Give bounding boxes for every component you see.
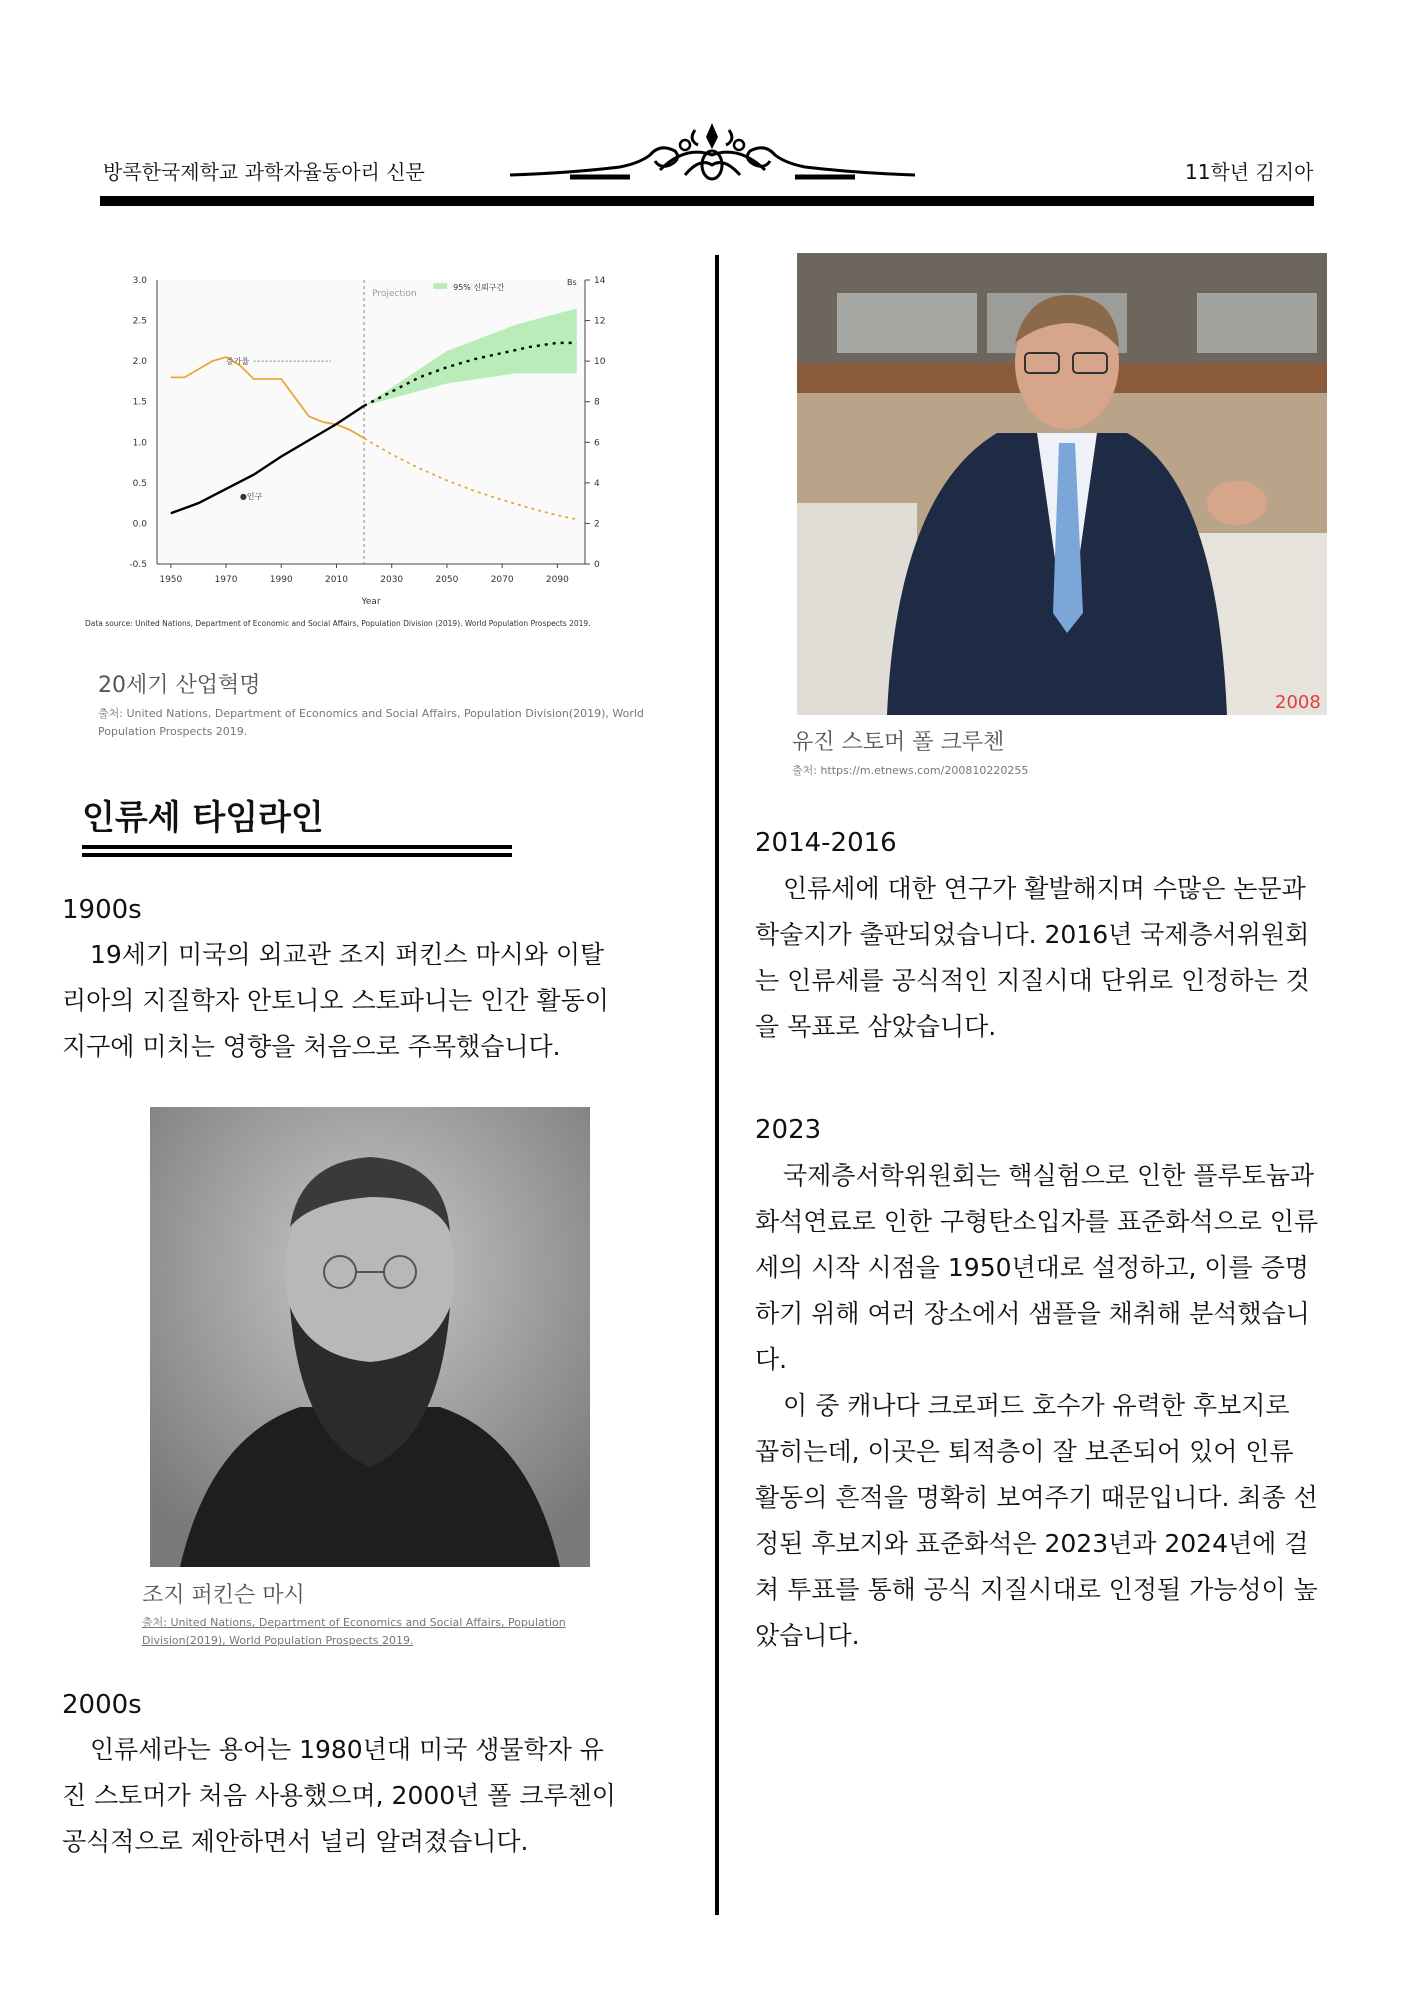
right-tick-label: 12	[594, 316, 606, 327]
author-label: 11학년 김지아	[1185, 160, 1314, 184]
text-line: 학술지가 출판되었습니다. 2016년 국제층서위원회	[755, 920, 1310, 949]
text-line: 진 스토머가 처음 사용했으며, 2000년 폴 크루첸이	[62, 1781, 616, 1810]
right-tick-label: 0	[594, 560, 600, 570]
text-line: 인류세에 대한 연구가 활발해지며 수많은 논문과	[783, 874, 1306, 903]
population-label: ●인구	[239, 492, 263, 502]
text-line: 19세기 미국의 외교관 조지 퍼킨스 마시와 이탈	[90, 940, 605, 969]
text-line: 다.	[755, 1345, 788, 1374]
text-line: 국제층서학위원회는 핵실험으로 인한 플루토늄과	[783, 1161, 1314, 1190]
x-tick-label: 1990	[269, 575, 293, 585]
x-axis-label: Year	[361, 597, 381, 607]
marsh-source: 출처: United Nations, Department of Economics and Social Affairs, Population Division(2019), World Population Prospects 2019.	[142, 1616, 566, 1647]
text-line: 을 목표로 삼았습니다.	[755, 1012, 997, 1041]
growth-label: 증가율	[226, 357, 250, 367]
chart-source: 출처: United Nations, Department of Economics and Social Affairs, Population Division(2019), World Population Prospects 2019.	[98, 707, 644, 738]
projection-label: Projection	[372, 289, 417, 299]
paragraph-2014	[755, 866, 1395, 1050]
right-axis-unit: Bs	[567, 278, 577, 287]
paragraph-1900s	[62, 932, 682, 1070]
left-tick-label: 2.5	[132, 316, 147, 327]
left-tick-label: 1.5	[132, 397, 147, 408]
population-chart	[85, 268, 655, 658]
text-line: 정된 후보지와 표준화석은 2023년과 2024년에 걸	[755, 1529, 1309, 1558]
x-tick-label: 2090	[545, 575, 569, 585]
left-tick-label: 1.0	[132, 438, 147, 449]
left-tick-label: 2.0	[132, 357, 147, 368]
title-rule	[82, 845, 512, 849]
photo-stamp: 2008	[1275, 692, 1321, 713]
year-2023: 2023	[755, 1115, 822, 1145]
plot-area	[157, 280, 585, 564]
crutzen-source: 출처: https://m.etnews.com/200810220255	[792, 764, 1029, 777]
ornament-icon	[510, 115, 915, 195]
left-tick-label: 0.0	[132, 519, 147, 530]
x-tick-label: 2030	[380, 575, 404, 585]
crutzen-caption: 유진 스토머 폴 크루첸	[792, 730, 1005, 755]
left-tick-label: -0.5	[129, 560, 147, 570]
text-line: 화석연료로 인한 구형탄소입자를 표준화석으로 인류	[755, 1207, 1319, 1236]
year-2000s: 2000s	[62, 1690, 142, 1720]
title-rule	[82, 853, 512, 857]
chart-data-source: Data source: United Nations, Department of Economic and Social Affairs, Population Division (2019). World Population Prospects 2019.	[85, 619, 591, 628]
band-legend-label: 95% 신뢰구간	[453, 283, 505, 292]
x-tick-label: 1950	[159, 575, 183, 585]
left-tick-label: 3.0	[132, 276, 147, 286]
text-line: 는 인류세를 공식적인 지질시대 단위로 인정하는 것	[755, 966, 1310, 995]
text-line: 꼽히는데, 이곳은 퇴적층이 잘 보존되어 있어 인류	[755, 1437, 1294, 1466]
right-tick-label: 2	[594, 519, 600, 530]
text-line: 쳐 투표를 통해 공식 지질시대로 인정될 가능성이 높	[755, 1575, 1318, 1604]
right-tick-label: 4	[594, 478, 600, 489]
x-tick-label: 2070	[490, 575, 514, 585]
column-divider	[715, 255, 719, 1915]
x-tick-label: 1970	[214, 575, 238, 585]
paragraph-2023	[755, 1153, 1395, 1659]
chart-caption: 20세기 산업혁명	[98, 673, 261, 698]
text-line: 이 중 캐나다 크로퍼드 호수가 유력한 후보지로	[783, 1391, 1290, 1420]
band-legend-swatch	[433, 283, 447, 289]
x-tick-label: 2010	[325, 575, 348, 585]
newspaper-title: 방콕한국제학교 과학자율동아리 신문	[103, 160, 425, 184]
timeline-title: 인류세 타임라인	[82, 798, 324, 838]
marsh-caption: 조지 퍼킨슨 마시	[142, 1583, 305, 1608]
right-tick-label: 10	[594, 357, 606, 368]
crutzen-photo	[797, 253, 1327, 715]
header-rule	[100, 196, 1314, 206]
text-line: 공식적으로 제안하면서 널리 알려졌습니다.	[62, 1827, 529, 1856]
right-tick-label: 6	[594, 438, 600, 449]
year-2014: 2014-2016	[755, 828, 897, 858]
x-tick-label: 2050	[435, 575, 459, 585]
text-line: 세의 시작 시점을 1950년대로 설정하고, 이를 증명	[755, 1253, 1309, 1282]
text-line: 하기 위해 여러 장소에서 샘플을 채취해 분석했습니	[755, 1299, 1310, 1328]
text-line: 지구에 미치는 영향을 처음으로 주목했습니다.	[62, 1032, 561, 1061]
text-line: 았습니다.	[755, 1621, 860, 1650]
right-tick-label: 14	[594, 276, 606, 286]
text-line: 인류세라는 용어는 1980년대 미국 생물학자 유	[90, 1735, 604, 1764]
text-line: 활동의 흔적을 명확히 보여주기 때문입니다. 최종 선	[755, 1483, 1318, 1512]
paragraph-2000s	[62, 1727, 682, 1865]
marsh-portrait	[150, 1107, 590, 1567]
right-tick-label: 8	[594, 397, 600, 408]
year-1900s: 1900s	[62, 895, 142, 925]
left-tick-label: 0.5	[132, 478, 147, 489]
text-line: 리아의 지질학자 안토니오 스토파니는 인간 활동이	[62, 986, 609, 1015]
